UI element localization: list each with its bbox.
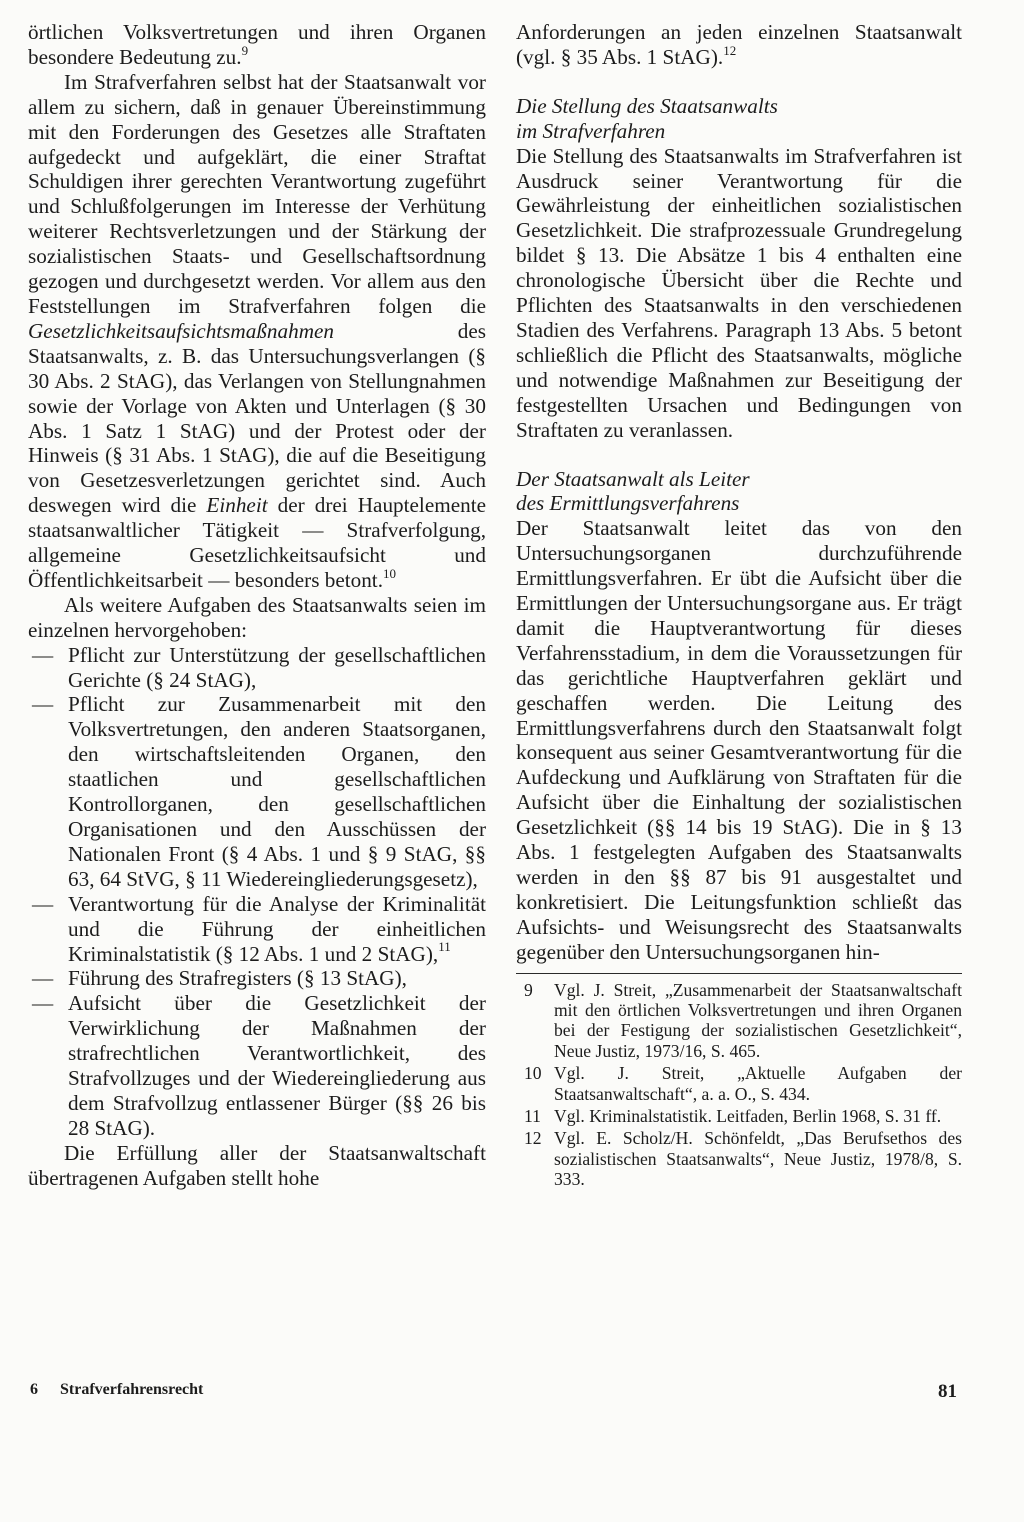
heading-line: Die Stellung des Staatsanwalts <box>516 93 778 118</box>
task-list <box>28 643 486 1141</box>
list-item: — Pflicht zur Zusammenarbeit mit den Volksvertretungen, den anderen Staatsorganen, den wirtschaftsleitenden Organen, den staatlichen und gesellschaftlichen Kontrollorganen, den gesellschaftlichen Organisationen und den Ausschüssen der Nationalen Front (§ 4 Abs. 1 und § 9 StAG, §§ 63, 64 StVG, § 11 Wiedereingliederungsgesetz), <box>32 692 486 891</box>
heading-line: im Strafverfahren <box>516 118 666 143</box>
signature-number: 6 <box>30 1381 38 1398</box>
dash-bullet: — <box>32 642 54 667</box>
section-heading <box>516 94 962 144</box>
dash-bullet: — <box>32 891 54 916</box>
paragraph: örtlichen Volksvertretungen und ihren Organen besondere Bedeutung zu.$^9$ <box>28 20 486 69</box>
footnote: 12 Vgl. E. Scholz/H. Schönfeldt, „Das Berufsethos des sozialistischen Staatsanwalts“, Neue Justiz, 1978/8, S. 333. <box>524 1128 962 1190</box>
footnote-ref: 9 <box>241 42 249 58</box>
footnote: 10 Vgl. J. Streit, „Aktuelle Aufgaben der Staatsanwaltschaft“, a. a. O., S. 434. <box>524 1063 962 1104</box>
right-column <box>516 20 962 1192</box>
dash-bullet: — <box>32 966 54 991</box>
section-heading <box>516 467 962 517</box>
list-item: — Führung des Strafregisters (§ 13 StAG), <box>32 966 407 991</box>
page-number: 81 <box>938 1381 957 1402</box>
footnote: 11 Vgl. Kriminalstatistik. Leitfaden, Berlin 1968, S. 31 ff. <box>524 1106 942 1127</box>
footnote-number: 10 <box>524 1063 542 1084</box>
footnote-number: 11 <box>524 1106 541 1127</box>
footnote-number: 9 <box>524 979 533 1000</box>
list-item: — Aufsicht über die Gesetzlichkeit der Verwirklichung der Maßnahmen der strafrechtlichen Verantwortlichkeit, des Strafvollzuges und der Wiedereingliederung aus dem Strafvollzug entlassener Bürger (§§ 26 bis 28 StAG). <box>32 991 486 1140</box>
paragraph: Die Erfüllung aller der Staatsanwaltschaft übertragenen Aufgaben stellt hohe <box>28 1140 486 1190</box>
list-item: — Verantwortung für die Analyse der Kriminalität und die Führung der einheitlichen Kriminalstatistik (§ 12 Abs. 1 und 2 StAG),$^{11}$ <box>32 891 486 966</box>
dash-bullet: — <box>32 692 54 717</box>
heading-line: Der Staatsanwalt als Leiter <box>516 466 750 491</box>
emphasis: Gesetzlichkeitsaufsichtsmaßnahmen <box>28 318 334 343</box>
heading-line: des Ermittlungsverfahrens <box>516 491 740 516</box>
footnotes <box>516 980 962 1190</box>
footnote-ref: 11 <box>438 939 451 955</box>
paragraph: Im Strafverfahren selbst hat der Staatsanwalt vor allem zu sichern, daß in genauer Übereinstimmung mit den Forderungen des Gesetzes alle Straftaten aufgedeckt und aufgeklärt, die einer Straftat Schuldigen ihrer gerechten Verantwortung zugeführt und Schlußfolgerungen im Interesse der Verhütung weiterer Rechtsverletzungen und der Stärkung der sozialistischen Staats- und Gesellschaftsordnung gezogen und durchgesetzt werden. Vor allem aus den Feststellungen im Strafverfahren folgen die Gesetzlichkeitsaufsichtsmaßnahmen des Staatsanwalts, z. B. das Untersuchungsverlangen (§ 30 Abs. 2 StAG), das Verlangen von Stellungnahmen sowie der Vorlage von Akten und Unterlagen (§ 30 Abs. 1 Satz 1 StAG) und der Protest oder der Hinweis (§ 31 Abs. 1 StAG), die auf die Beseitigung von Gesetzesverletzungen gerichtet sind. Auch deswegen wird die Einheit der drei Hauptelemente staatsanwaltlicher Tätigkeit — Strafverfolgung, allgemeine Gesetzlichkeitsaufsicht und Öffentlichkeitsarbeit — besonders betont.$^{10}$ <box>28 69 486 592</box>
footnote-number: 12 <box>524 1128 542 1149</box>
left-column <box>28 20 486 1191</box>
printer-signature <box>30 1381 203 1399</box>
paragraph: Als weitere Aufgaben des Staatsanwalts seien im einzelnen hervorgehoben: <box>28 592 486 642</box>
paragraph: Anforderungen an jeden einzelnen Staatsanwalt (vgl. § 35 Abs. 1 StAG).$^{12}$ <box>516 20 962 69</box>
footnote-ref: 10 <box>383 565 396 581</box>
paragraph: Der Staatsanwalt leitet das von den Untersuchungsorganen durchzuführende Ermittlungsverfahren. Er übt die Aufsicht über die Ermittlungen der Untersuchungsorgane aus. Er trägt damit die Hauptverantwortung für dieses Verfahrensstadium, in dem die Voraussetzungen für das gerichtliche Hauptverfahren geklärt und geschaffen werden. Die Leitung des Ermittlungsverfahrens durch den Staatsanwalt folgt konsequent aus seiner Gesamtverantwortung für die Aufdeckung und Aufklärung von Straftaten für die Aufsicht über die Einhaltung der sozialistischen Gesetzlichkeit (§§ 14 bis 19 StAG). Die in § 13 Abs. 1 festgelegten Aufgaben des Staatsanwalts werden in den §§ 87 bis 91 ausgestaltet und konkretisiert. Die Leitungsfunktion schließt das Aufsichts- und Weisungsrecht des Staatsanwalts gegenüber den Untersuchungsorganen hin- <box>516 516 962 964</box>
signature-title: Strafverfahrensrecht <box>60 1381 204 1398</box>
footnote: 9 Vgl. J. Streit, „Zusammenarbeit der Staatsanwaltschaft mit den örtlichen Volksvertretungen und ihren Organen bei der Festigung der sozialistischen Gesetzlichkeit“, Neue Justiz, 1973/16, S. 465. <box>524 979 962 1061</box>
emphasis: Einheit <box>206 493 268 518</box>
paragraph: Die Stellung des Staatsanwalts im Strafverfahren ist Ausdruck seiner Verantwortung für die Gewährleistung der einheitlichen sozialistischen Gesetzlichkeit. Die strafprozessuale Grundregelung bildet § 13. Die Absätze 1 bis 4 enthalten eine chronologische Übersicht über die Rechte und Pflichten des Staatsanwalts in den verschiedenen Stadien des Verfahrens. Paragraph 13 Abs. 5 betont schließlich die Pflicht des Staatsanwalts, mögliche und notwendige Maßnahmen zur Beseitigung der festgestellten Ursachen und Bedingungen von Straftaten zu veranlassen. <box>516 143 962 442</box>
list-item: — Pflicht zur Unterstützung der gesellschaftlichen Gerichte (§ 24 StAG), <box>32 642 486 692</box>
footnote-divider <box>516 973 962 974</box>
dash-bullet: — <box>32 991 54 1016</box>
footnote-ref: 12 <box>723 42 737 58</box>
